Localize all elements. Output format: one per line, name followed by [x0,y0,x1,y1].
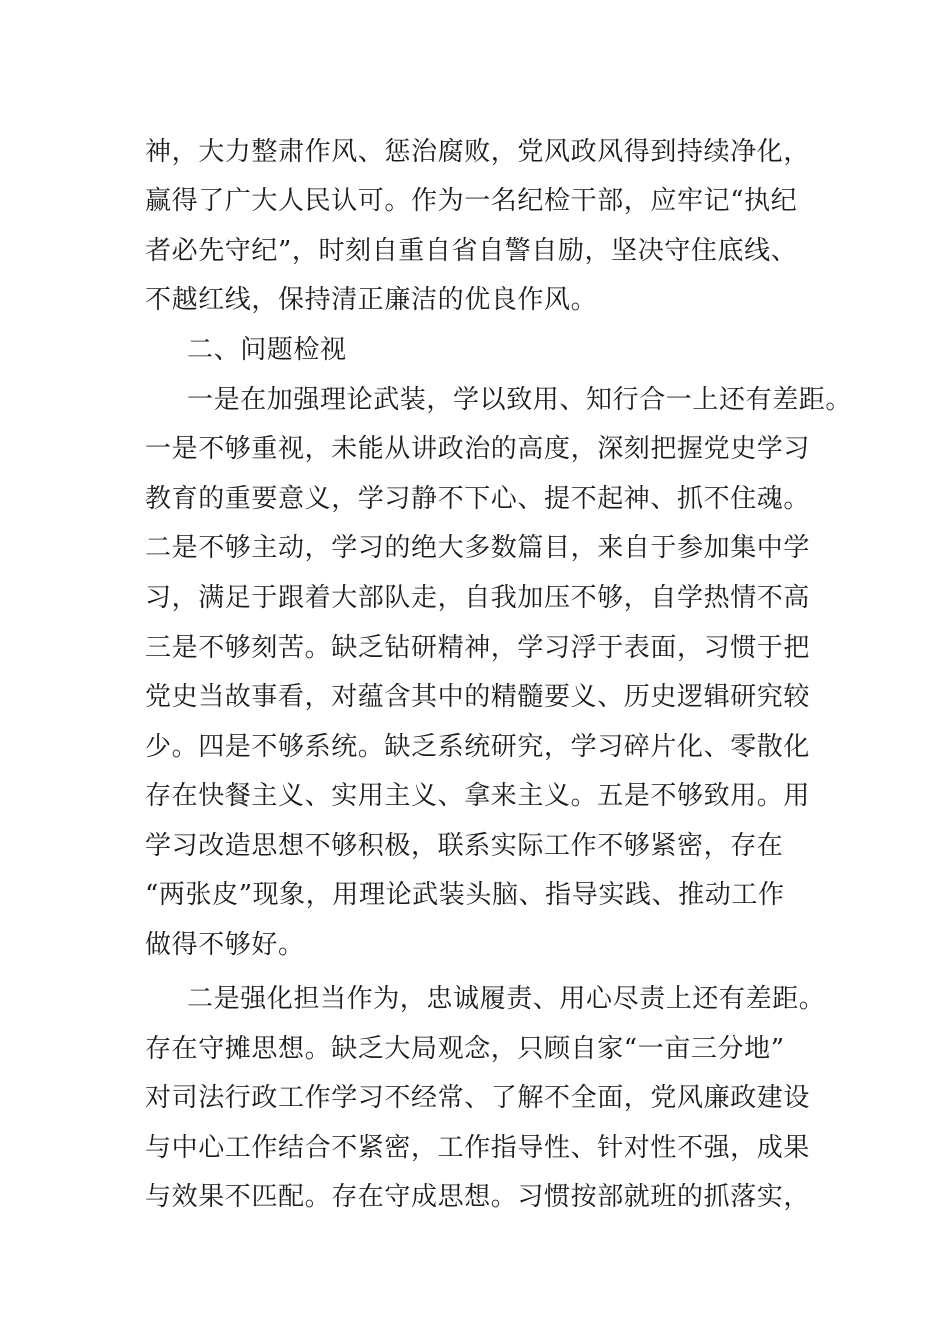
text-line: 者必先守纪”，时刻自重自省自警自励，坚决守住底线、 [145,236,798,266]
text-line: 存在守摊思想。缺乏大局观念，只顾自家“一亩三分地” [145,1034,785,1064]
text-line: 三是不够刻苦。缺乏钻研精神，学习浮于表面，习惯于把 [145,633,811,663]
text-line: 做得不够好。 [145,930,305,960]
section-heading: 二、问题检视 [187,335,347,365]
text-line: 对司法行政工作学习不经常、了解不全面，党风廉政建设 [145,1083,811,1113]
text-line: 二是不够主动，学习的绝大多数篇目，来自于参加集中学 [145,533,811,563]
text-line: 习，满足于跟着大部队走，自我加压不够，自学热情不高 [145,583,811,613]
text-line: 教育的重要意义，学习静不下心、提不起神、抓不住魂。 [145,484,811,514]
text-line: 赢得了广大人民认可。作为一名纪检干部，应牢记“执纪 [145,186,798,216]
text-line: 学习改造思想不够积极，联系实际工作不够紧密，存在 [145,831,784,861]
text-line: 神，大力整肃作风、惩治腐败，党风政风得到持续净化， [145,137,811,167]
paragraph-first-line: 一是在加强理论武装，学以致用、知行合一上还有差距。 [187,385,853,415]
text-line: 不越红线，保持清正廉洁的优良作风。 [145,285,598,315]
text-line: 与效果不匹配。存在守成思想。习惯按部就班的抓落实， [145,1182,811,1212]
text-line: “两张皮”现象，用理论武装头脑、指导实践、推动工作 [145,880,785,910]
text-line: 存在快餐主义、实用主义、拿来主义。五是不够致用。用 [145,781,811,811]
text-line: 与中心工作结合不紧密，工作指导性、针对性不强，成果 [145,1133,811,1163]
text-line: 党史当故事看，对蕴含其中的精髓要义、历史逻辑研究较 [145,682,811,712]
text-line: 少。四是不够系统。缺乏系统研究，学习碎片化、零散化 [145,732,811,762]
text-line: 一是不够重视，未能从讲政治的高度，深刻把握党史学习 [145,434,811,464]
paragraph-first-line: 二是强化担当作为，忠诚履责、用心尽责上还有差距。 [187,984,826,1014]
